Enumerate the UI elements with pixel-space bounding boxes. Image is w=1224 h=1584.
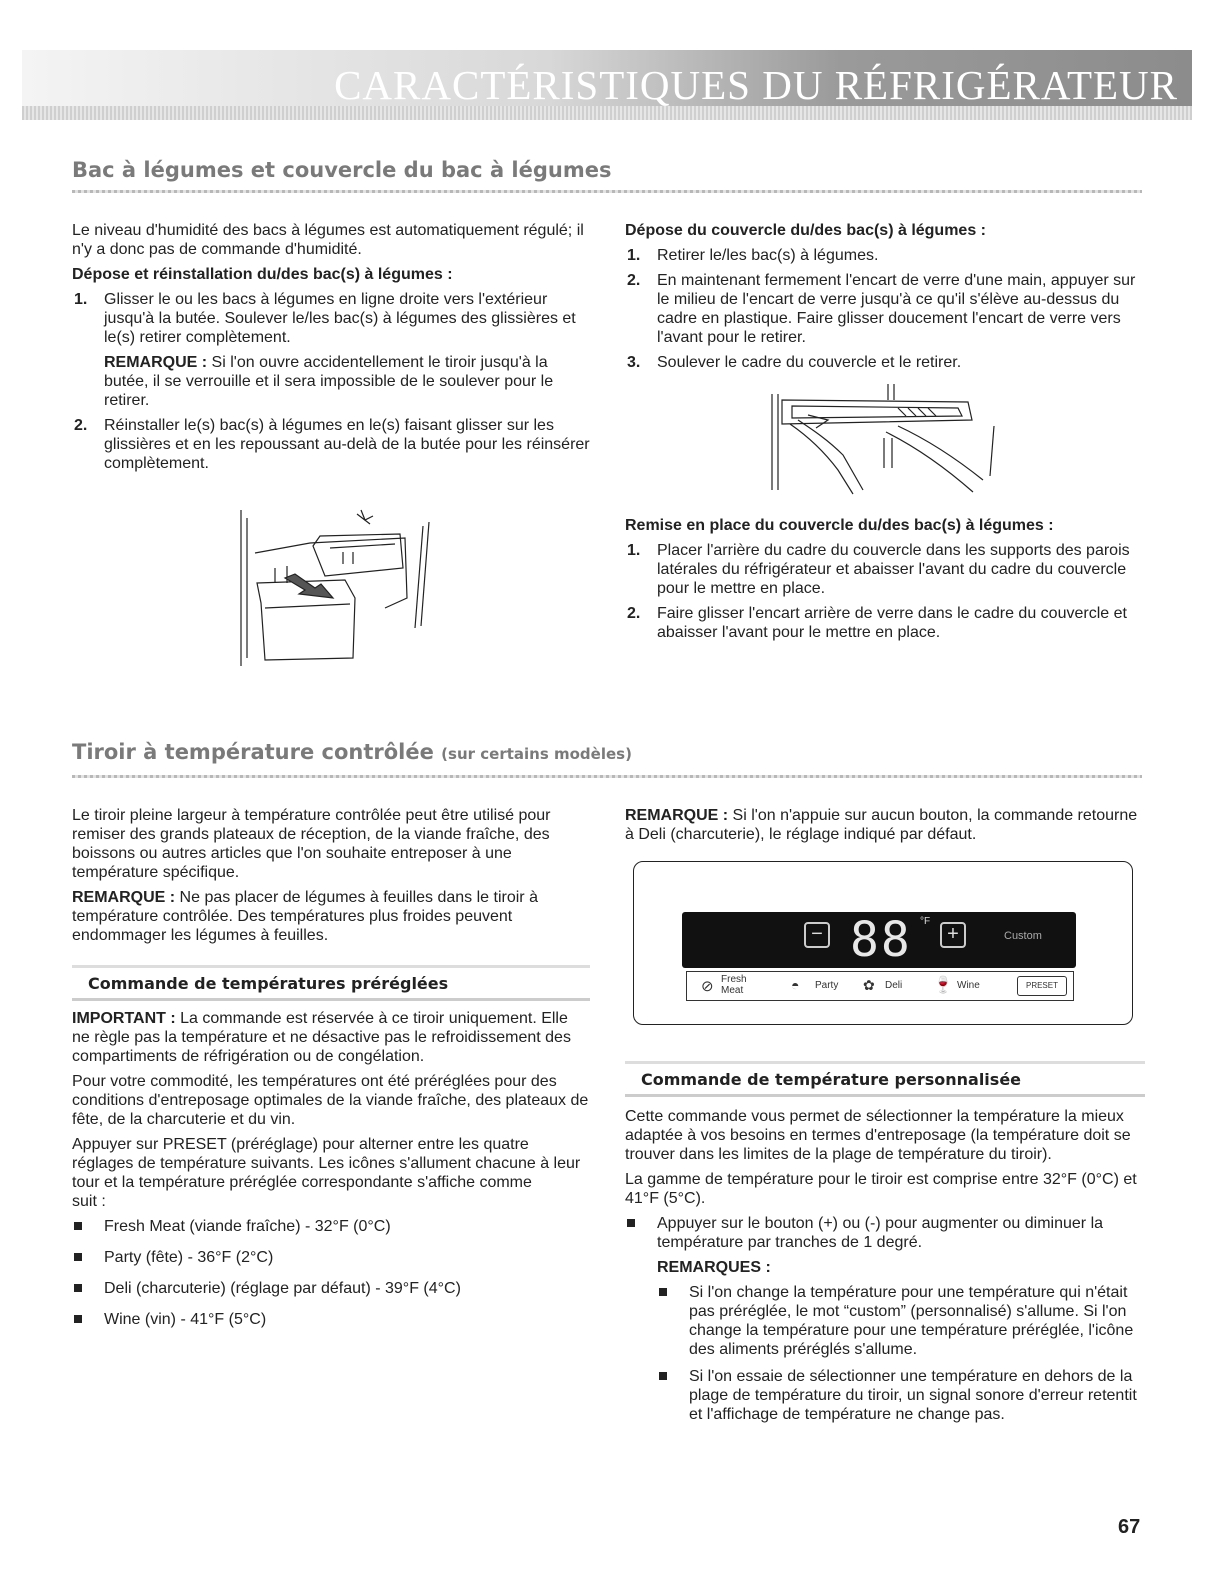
section2-intro: Le tiroir pleine largeur à température contrôlée peut être utilisé pour remiser des grands plateaux de réception, de la viande fraîche, des boissons ou autres articles que l'on souhaite entreposer à une température spécifique.	[72, 807, 551, 881]
important-note: IMPORTANT : La commande est réservée à ce tiroir uniquement. Elle ne règle pas la température et ne désactive pas le refroidissement des compartiments de réfrigération ou de congélation.	[72, 1010, 571, 1065]
section2-left-column	[72, 806, 590, 1341]
deli-icon: ✿	[863, 977, 875, 993]
preset-icon-bar	[686, 971, 1074, 1001]
party-label: Party	[815, 980, 839, 991]
remarques-list	[657, 1283, 1145, 1424]
custom-list	[625, 1214, 1145, 1424]
list-item: 2. En maintenant fermement l'encart de verre d'une main, appuyer sur le milieu de l'encart de verre jusqu'à ce qu'il s'élève au-dessus du cadre en plastique. Faire glisser doucement l'encart de verre vers l'avant pour le retirer.	[627, 272, 1136, 346]
crisper-cover-illustration	[768, 380, 1004, 498]
section1-right-column	[625, 221, 1145, 378]
cover-removal-steps	[625, 246, 1145, 372]
preset-button[interactable]: PRESET	[1017, 976, 1067, 996]
remarques-label: REMARQUES :	[657, 1259, 771, 1276]
plus-button[interactable]: +	[940, 922, 966, 948]
section2-title: Tiroir à température contrôlée (sur certains modèles)	[72, 740, 632, 764]
wine-icon: 🍷	[933, 977, 953, 994]
list-item: Appuyer sur le bouton (+) ou (-) pour augmenter ou diminuer la température par tranches de 1 degré. REMARQUES : Si l'on change la température pour une température qui n'était pas préréglée, le mot “custom” (personnalisé) s'allume. Si l'on change la température pour une température préréglée, l'icône des aliments préréglés s'allume. Si l'on essaie de sélectionner une température en dehors de la plage de température du tiroir, un signal sonore d'erreur retentit et l'affichage de température ne change pas.	[625, 1214, 1145, 1424]
section2-para3-end: suit :	[72, 1193, 106, 1210]
list-item: Si l'on change la température pour une température qui n'était pas préréglée, le mot “custom” (personnalisé) s'allume. Si l'on change la température pour une température préréglée, l'icône des aliments préréglés s'allume.	[657, 1283, 1145, 1359]
cover-replace-steps	[625, 541, 1145, 642]
cover-replace-heading: Remise en place du couvercle du/des bac(s) à légumes :	[625, 517, 1054, 534]
note: REMARQUE : Si l'on ouvre accidentellement le tiroir jusqu'à la butée, il se verrouille et il sera impossible de le soulever pour le retirer.	[104, 354, 554, 409]
removal-steps	[72, 290, 590, 473]
custom-indicator: Custom	[1004, 930, 1042, 942]
list-item: 2. Faire glisser l'encart arrière de verre dans le cadre du couvercle et abaisser l'avant pour le mettre en place.	[627, 605, 1127, 641]
control-display	[682, 912, 1076, 968]
section2-rule	[72, 775, 1142, 778]
section1-title: Bac à légumes et couvercle du bac à légumes	[72, 158, 612, 182]
temperature-display: 88	[850, 912, 912, 968]
list-item: Party (fête) - 36°F (2°C)	[72, 1248, 590, 1267]
crisper-drawer-illustration	[235, 508, 435, 668]
cover-replace-block	[625, 516, 1145, 648]
header-banner	[22, 50, 1192, 120]
section1-intro: Le niveau d'humidité des bacs à légumes est automatiquement régulé; il n'y a donc pas de commande d'humidité.	[72, 222, 584, 258]
section2-para2: Pour votre commodité, les températures ont été préréglées pour des conditions d'entreposage optimales de la viande fraîche, des plateaux de fête, de la charcuterie et du vin.	[72, 1073, 589, 1128]
section2-right-note: REMARQUE : Si l'on n'appuie sur aucun bouton, la commande retourne à Deli (charcuterie), le réglage indiqué par défaut.	[625, 807, 1138, 843]
list-item: Wine (vin) - 41°F (5°C)	[72, 1310, 590, 1329]
custom-subheading: Commande de température personnalisée	[625, 1061, 1145, 1097]
list-item: 1. Retirer le/les bac(s) à légumes.	[627, 247, 879, 264]
list-item: 1. Placer l'arrière du cadre du couvercle dans les supports des parois latérales du réfrigérateur et abaisser l'avant du cadre du couvercle pour le mettre en place.	[627, 542, 1130, 597]
custom-para1: Cette commande vous permet de sélectionner la température la mieux adaptée à vos besoins en termes d'entreposage (la température doit se trouver dans les limites de la plage de température du tiroir).	[625, 1108, 1131, 1163]
fresh-meat-label: Fresh Meat	[721, 974, 747, 996]
control-panel-figure	[633, 861, 1133, 1025]
cover-removal-heading: Dépose du couvercle du/des bac(s) à légumes :	[625, 222, 986, 239]
list-item: Si l'on essaie de sélectionner une température en dehors de la plage de température du tiroir, un signal sonore d'erreur retentit et l'affichage de température ne change pas.	[657, 1367, 1145, 1424]
temperature-unit: °F	[920, 916, 931, 927]
preset-subheading: Commande de températures préréglées	[72, 965, 590, 1001]
section1-rule	[72, 190, 1142, 193]
section1-left-column	[72, 221, 590, 479]
removal-heading: Dépose et réinstallation du/des bac(s) à légumes :	[72, 266, 453, 283]
list-item: 1. Glisser le ou les bacs à légumes en ligne droite vers l'extérieur jusqu'à la butée. Soulever le/les bac(s) à légumes des glissières et le(s) retirer complètement. REMARQUE : Si l'on ouvre accidentellement le tiroir jusqu'à la butée, il se verrouille et il sera impossible de le soulever pour le retirer.	[72, 290, 590, 410]
list-item: 2. Réinstaller le(s) bac(s) à légumes en le(s) faisant glisser sur les glissières et en les repoussant au-delà de la butée pour les réinsérer complètement.	[74, 417, 590, 472]
section2-note: REMARQUE : Ne pas placer de légumes à feuilles dans le tiroir à température contrôlée. Des températures plus froides peuvent endommager les légumes à feuilles.	[72, 889, 538, 944]
fresh-meat-icon: ⊘	[701, 978, 714, 995]
section2-para3: Appuyer sur PRESET (préréglage) pour alterner entre les quatre réglages de température suivants. Les icônes s'allument chacune à leur tour et la température préréglée correspondante s'affiche comme	[72, 1136, 581, 1191]
custom-para2: La gamme de température pour le tiroir est comprise entre 32°F (0°C) et 41°F (5°C).	[625, 1171, 1137, 1207]
header-title: CARACTÉRISTIQUES DU RÉFRIGÉRATEUR	[334, 62, 1178, 108]
list-item: Fresh Meat (viande fraîche) - 32°F (0°C)	[72, 1217, 590, 1236]
section2-title-qualifier: (sur certains modèles)	[441, 745, 632, 763]
page-number: 67	[1118, 1516, 1141, 1538]
preset-list	[72, 1217, 590, 1329]
minus-button[interactable]: −	[804, 922, 830, 948]
deli-label: Deli	[885, 980, 903, 991]
wine-label: Wine	[957, 980, 980, 991]
party-icon: ◓	[791, 977, 800, 993]
section2-right-column	[625, 1061, 1145, 1430]
list-item: Deli (charcuterie) (réglage par défaut) - 39°F (4°C)	[72, 1279, 590, 1298]
list-item: 3. Soulever le cadre du couvercle et le retirer.	[627, 354, 962, 371]
